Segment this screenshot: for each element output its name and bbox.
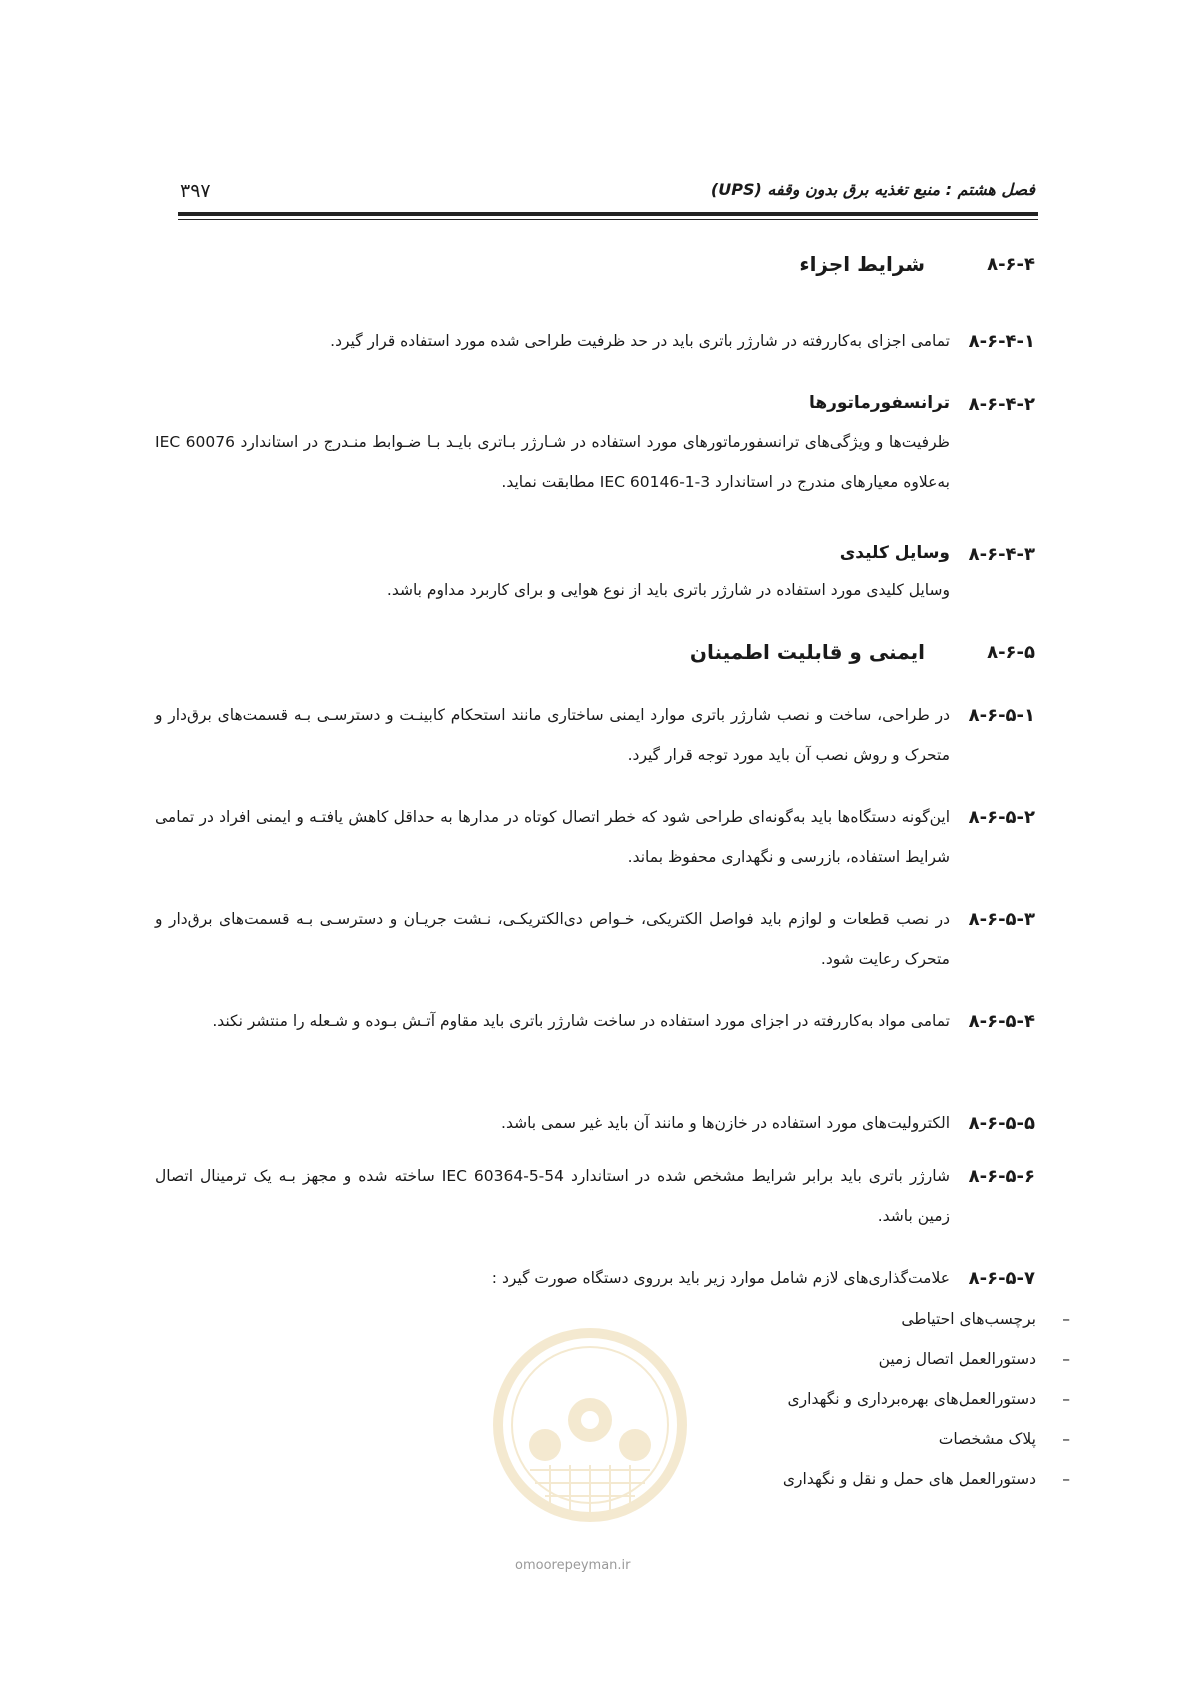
section-title: ایمنی و قابلیت اطمینان [689,640,925,664]
clause-text: الکترولیت‌های مورد استفاده در خازن‌ها و مانند آن باید غیر سمی باشد. [501,1114,950,1132]
clause-number: ۸-۶-۵-۵ [968,1113,1035,1134]
clause-8-6-4-1 [180,331,1035,371]
clause-number: ۸-۶-۴-۳ [968,544,1035,565]
clause-number: ۸-۶-۵-۲ [968,807,1035,828]
clause-text: در نصب قطعات و لوازم باید فواصل الکتریکی، خـواص دی‌الکتریکـی، نـشت جریـان و دسترسـی بـه قسمت‌های برق‌دار و متحرک رعایت شود. [155,910,950,968]
clause-number: ۸-۶-۵-۶ [968,1166,1035,1187]
clause-number: ۸-۶-۵-۱ [968,705,1035,726]
clause-8-6-4-2 [155,393,1035,504]
clause-number: ۸-۶-۴-۲ [968,394,1035,415]
header-rule-thin [178,219,1038,220]
list-item-text: دستورالعمل های حمل و نقل و نگهداری [782,1470,1036,1488]
header-rule-thick [178,212,1038,216]
list-item-text: پلاک مشخصات [938,1430,1036,1448]
dash-icon: – [1062,1310,1070,1328]
list-item-text: دستورالعمل‌های بهره‌برداری و نگهداری [787,1390,1036,1408]
clause-text: ظرفیت‌ها و ویژگی‌های ترانسفورماتورهای مورد استفاده در شـارژر بـاتری بایـد بـا ضـوابط منـدرج در استاندارد IEC 60076 به‌علاوه معیارهای مندرج در استاندارد IEC 60146-1-3 مطابقت نماید. [155,433,950,491]
clause-8-6-4-3 [180,544,1035,614]
clause-8-6-5-6 [155,1166,1035,1246]
watermark-logo-icon [490,1325,690,1555]
section-number: ۸-۶-۵ [987,642,1035,663]
page-header [180,180,1035,210]
clause-text: وسایل کلیدی مورد استفاده در شارژر باتری باید از نوع هوایی و برای کاربرد مداوم باشد. [386,581,950,599]
clause-text: شارژر باتری باید برابر شرایط مشخص شده در استاندارد IEC 60364-5-54 ساخته شده و مجهز بـه یک ترمینال اتصال زمین باشد. [155,1167,950,1225]
list-item [783,1419,1070,1459]
clause-8-6-5-3 [155,909,1035,989]
list-item-text: برچسب‌های احتیاطی [901,1310,1036,1328]
dash-icon: – [1062,1390,1070,1408]
clause-8-6-5-4 [180,1011,1035,1091]
markings-list [783,1299,1070,1499]
clause-text: علامت‌گذاری‌های لازم شامل موارد زیر باید برروی دستگاه صورت گیرد : [491,1269,950,1287]
clause-number: ۸-۶-۵-۷ [968,1268,1035,1289]
clause-title: ترانسفورماتورها [808,393,950,413]
clause-8-6-5-1 [155,705,1035,785]
list-item [783,1379,1070,1419]
clause-text: این‌گونه دستگاه‌ها باید به‌گونه‌ای طراحی شود که خطر اتصال کوتاه در مدارها به حداقل کاهش یافتـه و ایمنی افراد در تمامی شرایط استفاده، بازرسی و نگهداری محفوظ بماند. [155,808,950,866]
clause-number: ۸-۶-۵-۳ [968,909,1035,930]
section-number: ۸-۶-۴ [987,254,1035,275]
dash-icon: – [1062,1470,1070,1488]
page-number: ۳۹۷ [180,180,211,202]
clause-text: تمامی مواد به‌کاررفته در اجزای مورد استفاده در ساخت شارژر باتری باید مقاوم آتـش بـوده و شـعله را منتشر نکند. [212,1012,950,1030]
watermark-site: omoorepeyman.ir [515,1558,631,1573]
list-item [783,1299,1070,1339]
section-heading-8-6-5 [180,642,1035,672]
section-title: شرایط اجزاء [799,252,925,276]
clause-number: ۸-۶-۵-۴ [968,1011,1035,1032]
dash-icon: – [1062,1350,1070,1368]
clause-8-6-5-2 [155,807,1035,887]
clause-number: ۸-۶-۴-۱ [968,331,1035,352]
section-heading-8-6-4 [180,254,1035,284]
chapter-title: فصل هشتم : منبع تغذیه برق بدون وقفه (UPS) [710,180,1035,199]
list-item [783,1459,1070,1499]
clause-text: تمامی اجزای به‌کاررفته در شارژر باتری باید در حد ظرفیت طراحی شده مورد استفاده قرار گیرد. [330,332,950,350]
dash-icon: – [1062,1430,1070,1448]
clause-title: وسایل کلیدی [839,543,950,563]
clause-8-6-5-5 [180,1113,1035,1153]
list-item-text: دستورالعمل اتصال زمین [878,1350,1036,1368]
clause-text: در طراحی، ساخت و نصب شارژر باتری موارد ایمنی ساختاری مانند استحکام کابینـت و دسترسـی بـه قسمت‌های برق‌دار و متحرک و روش نصب آن باید مورد توجه قرار گیرد. [155,706,950,764]
list-item [783,1339,1070,1379]
